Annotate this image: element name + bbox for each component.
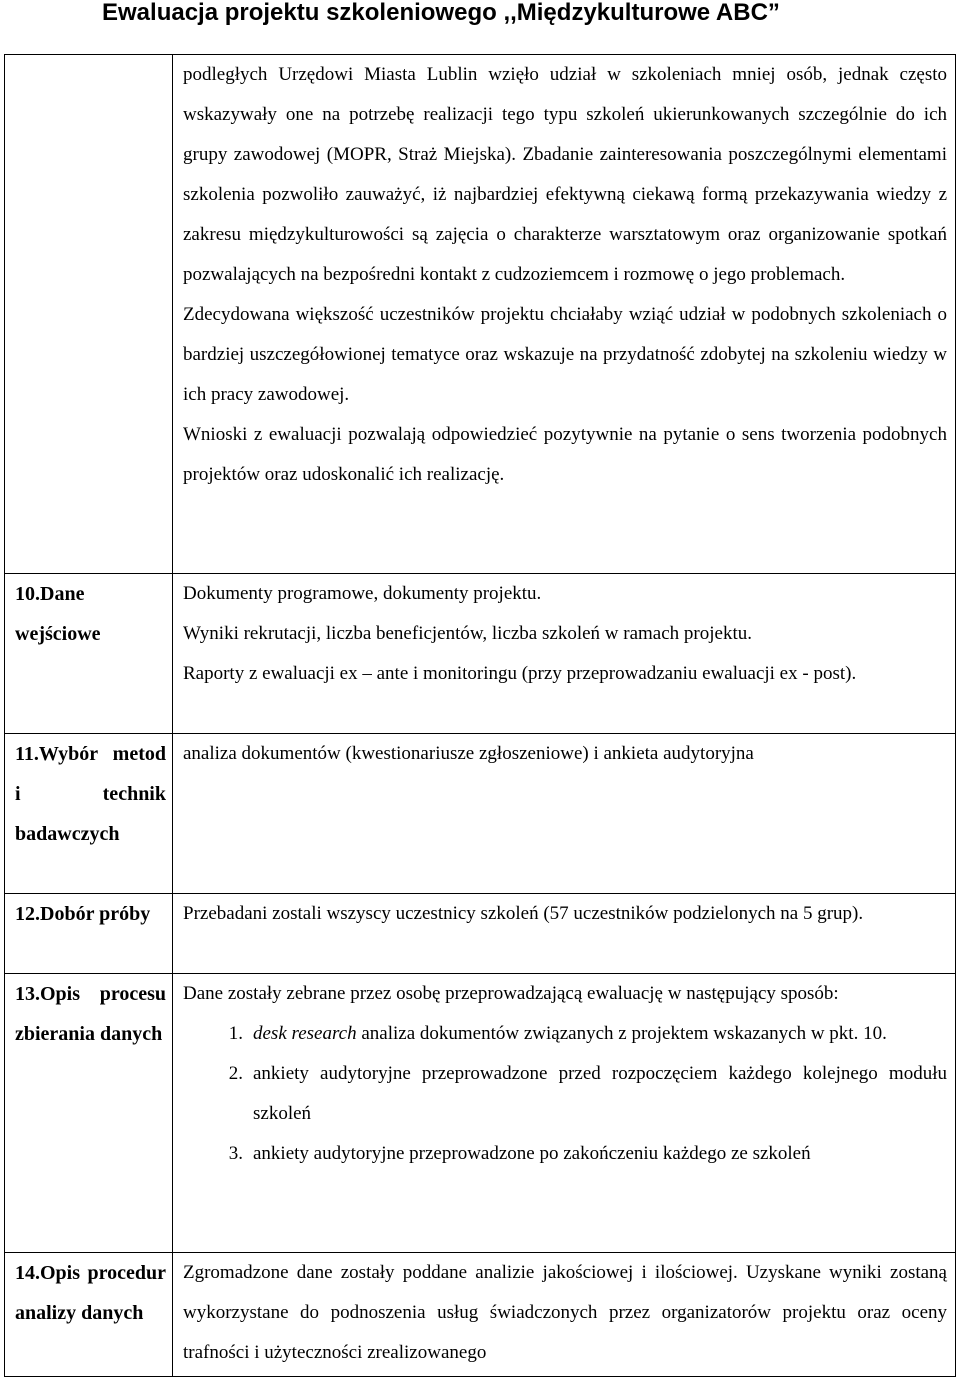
content-cell-conclusions: [173, 55, 956, 574]
row-label: 14.Opis procedur analizy danych: [15, 1262, 166, 1324]
list-number: 3.: [228, 1143, 243, 1164]
data-collection-intro: Dane zostały zebrane przez osobę przeprowadzającą ewaluację w następujący sposób:: [183, 983, 839, 1004]
data-collection-steps: [183, 1014, 947, 1174]
page-header: [0, 0, 960, 34]
list-text: ankiety audytoryjne przeprowadzone po zakończeniu każdego ze szkoleń: [253, 1143, 811, 1164]
list-item: [183, 1134, 947, 1174]
list-item: [183, 1054, 947, 1134]
content-cell-input-data: [173, 574, 956, 734]
list-number: 2.: [228, 1063, 243, 1084]
list-text: ankiety audytoryjne przeprowadzone przed rozpoczęciem każdego kolejnego modułu szkoleń: [253, 1063, 947, 1124]
list-number: 1.: [228, 1023, 243, 1044]
row-label: 11.Wybór metod i technik badawczych: [15, 743, 166, 845]
conclusion-paragraph-2: Zdecydowana większość uczestników projektu chciałaby wziąć udział w podobnych szkoleniach o bardziej uszczegółowionej tematyce oraz wskazuje na przydatność zdobytej na szkoleniu wiedzy w ich pracy zawodowej.: [183, 304, 947, 405]
table-row-input-data: [5, 574, 956, 734]
label-cell-empty: [5, 55, 173, 574]
table-row-continuation: [5, 55, 956, 574]
list-text-rest: analiza dokumentów związanych z projektem wskazanych w pkt. 10.: [356, 1023, 887, 1044]
methods-text: analiza dokumentów (kwestionariusze zgłoszeniowe) i ankieta audytoryjna: [183, 743, 754, 764]
input-data-line-2: Wyniki rekrutacji, liczba beneficjentów, liczba szkoleń w ramach projektu.: [183, 623, 752, 644]
label-cell-methods: [5, 734, 173, 894]
content-cell-methods: [173, 734, 956, 894]
table-row-analysis: [5, 1253, 956, 1377]
sample-text: Przebadani zostali wszyscy uczestnicy szkoleń (57 uczestników podzielonych na 5 grup).: [183, 903, 864, 924]
content-cell-analysis: [173, 1253, 956, 1377]
conclusion-paragraph-1: podległych Urzędowi Miasta Lublin wzięło udział w szkoleniach mniej osób, jednak często wskazywały one na potrzebę realizacji tego typu szkoleń ukierunkowanych szczególnie do ich grupy zawodowej (MOPR, Straż Miejska). Zbadanie zainteresowania poszczególnymi elementami szkolenia pozwoliło zauważyć, iż najbardziej efektywną ciekawą formą przekazywania wiedzy z zakresu międzykulturowości są zajęcia o charakterze warsztatowym oraz organizowanie spotkań pozwalających na bezpośredni kontakt z cudzoziemcem i rozmowę o jego problemach.: [183, 64, 947, 285]
list-text-italic: desk research: [253, 1023, 357, 1044]
table-row-data-collection: [5, 974, 956, 1253]
table-row-sample: [5, 894, 956, 974]
label-cell-sample: [5, 894, 173, 974]
label-cell-data-collection: [5, 974, 173, 1253]
evaluation-table: [4, 54, 956, 1377]
analysis-text: Zgromadzone dane zostały poddane analizie jakościowej i ilościowej. Uzyskane wyniki zostaną wykorzystane do podnoszenia usług świadczonych przez organizatorów projektu oraz oceny trafności i użyteczności zrealizowanego: [183, 1262, 947, 1363]
label-cell-analysis: [5, 1253, 173, 1377]
row-label: 13.Opis procesu zbierania danych: [15, 983, 166, 1045]
row-label: 12.Dobór próby: [15, 903, 151, 925]
list-text: [253, 1014, 947, 1054]
input-data-line-3: Raporty z ewaluacji ex – ante i monitoringu (przy przeprowadzaniu ewaluacji ex - post).: [183, 663, 857, 684]
label-cell-input-data: [5, 574, 173, 734]
content-cell-sample: [173, 894, 956, 974]
table-row-methods: [5, 734, 956, 894]
row-label: 10.Dane wejściowe: [15, 583, 101, 645]
document-title: Ewaluacja projektu szkoleniowego ,,Międzykulturowe ABC”: [102, 0, 780, 26]
conclusion-paragraph-3: Wnioski z ewaluacji pozwalają odpowiedzieć pozytywnie na pytanie o sens tworzenia podobnych projektów oraz udoskonalić ich realizację.: [183, 424, 947, 485]
input-data-line-1: Dokumenty programowe, dokumenty projektu.: [183, 583, 542, 604]
content-cell-data-collection: [173, 974, 956, 1253]
list-item: [183, 1014, 947, 1054]
